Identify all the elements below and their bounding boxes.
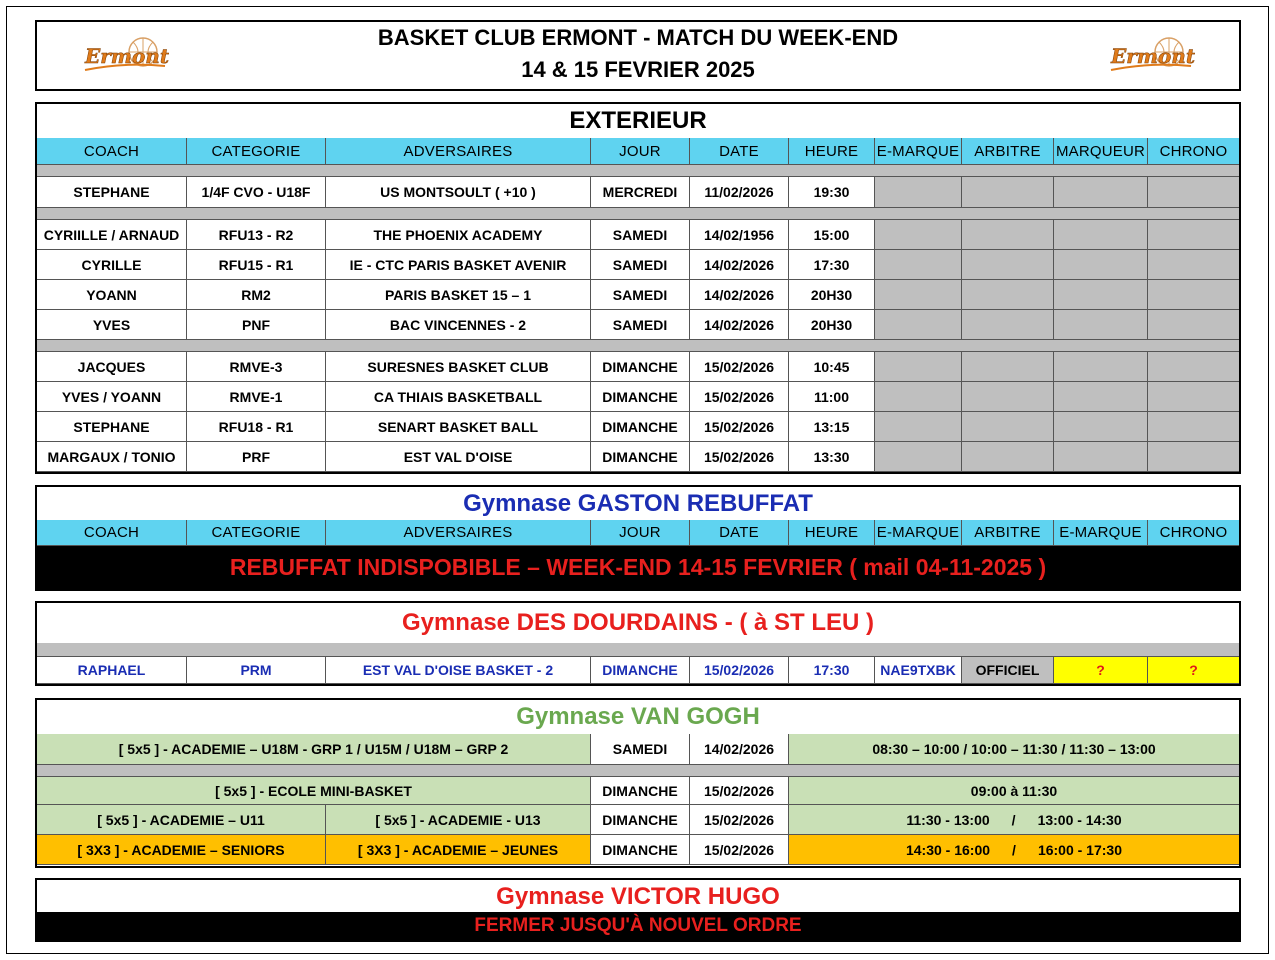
closure-banner: FERMER JUSQU'À NOUVEL ORDRE [37,912,1239,940]
section-title: Gymnase VICTOR HUGO [496,883,780,910]
activity-cell: [ 3X3 ] - ACADEMIE – JEUNES [326,835,591,865]
category-cell: RFU15 - R1 [187,250,326,280]
date-cell: 15/02/2026 [690,442,789,472]
date-cell: 14/02/2026 [690,280,789,310]
time-separator: / [1011,811,1016,828]
day-cell: DIMANCHE [591,382,690,412]
svg-text:Ermont: Ermont [85,44,169,68]
chrono-cell [1148,310,1239,340]
day-cell: SAMEDI [591,280,690,310]
date-cell: 11/02/2026 [690,177,789,208]
opponent-cell: EST VAL D'OISE BASKET - 2 [326,657,591,684]
emarque-cell [875,280,962,310]
day-cell: DIMANCHE [591,352,690,382]
table-row [37,734,1239,765]
vangogh-section [35,698,1241,868]
emarque-cell [875,352,962,382]
table-row [37,835,1239,865]
scorer-cell [1054,177,1148,208]
time-cell: 17:30 [789,657,875,684]
section-title: Gymnase VAN GOGH [516,703,760,730]
scorer-cell [1054,280,1148,310]
referee-cell [962,250,1054,280]
coach-cell: CYRIILLE / ARNAUD [37,220,187,250]
category-cell: RFU18 - R1 [187,412,326,442]
emarque-cell [875,382,962,412]
time-cell: 13:15 [789,412,875,442]
time-cell: 11:00 [789,382,875,412]
category-cell: RMVE-3 [187,352,326,382]
column-header: HEURE [789,138,875,165]
column-header: JOUR [591,138,690,165]
column-header: CHRONO [1148,520,1239,546]
opponent-cell: BAC VINCENNES - 2 [326,310,591,340]
day-cell: SAMEDI [591,220,690,250]
referee-cell [962,412,1054,442]
opponent-cell: THE PHOENIX ACADEMY [326,220,591,250]
table-row [37,177,1239,208]
column-header: ARBITRE [962,520,1054,546]
table-row [37,805,1239,835]
coach-cell: STEPHANE [37,177,187,208]
day-cell: MERCREDI [591,177,690,208]
time-separator: / [1012,841,1016,858]
time-cell: 20H30 [789,310,875,340]
day-cell: DIMANCHE [591,657,690,684]
coach-cell: RAPHAEL [37,657,187,684]
scorer-cell [1054,220,1148,250]
time-cell: 08:30 – 10:00 / 10:00 – 11:30 / 11:30 – 13:00 [789,734,1239,765]
time-cell: 09:00 à 11:30 [789,777,1239,805]
emarque-cell [875,442,962,472]
day-cell: SAMEDI [591,734,690,765]
referee-cell [962,382,1054,412]
category-cell: PNF [187,310,326,340]
referee-cell: OFFICIEL [962,657,1054,684]
column-header: CATEGORIE [187,138,326,165]
table-row [37,280,1239,310]
date-cell: 15/02/2026 [690,412,789,442]
category-cell: PRF [187,442,326,472]
referee-cell [962,280,1054,310]
opponent-cell: CA THIAIS BASKETBALL [326,382,591,412]
svg-text:Ermont: Ermont [1111,44,1195,68]
row-separator [37,208,1239,220]
victorhugo-section [35,878,1241,942]
time-cell: 10:45 [789,352,875,382]
opponent-cell: SENART BASKET BALL [326,412,591,442]
opponent-cell: EST VAL D'OISE [326,442,591,472]
referee-cell [962,220,1054,250]
chrono-cell [1148,442,1239,472]
club-title: BASKET CLUB ERMONT - MATCH DU WEEK-END [377,25,899,50]
table-row [37,412,1239,442]
category-cell: RFU13 - R2 [187,220,326,250]
column-header: E-MARQUE [875,138,962,165]
column-header: JOUR [591,520,690,546]
day-cell: DIMANCHE [591,835,690,865]
time-slot: 11:30 - 13:00 [906,811,990,828]
activity-cell: [ 5x5 ] - ACADEMIE – U11 [37,805,326,835]
opponent-cell: PARIS BASKET 15 – 1 [326,280,591,310]
column-header: COACH [37,520,187,546]
column-header-row [37,138,1239,165]
category-cell: 1/4F CVO - U18F [187,177,326,208]
closure-banner: REBUFFAT INDISPOBIBLE – WEEK-END 14-15 FEVRIER ( mail 04-11-2025 ) [37,546,1239,589]
chrono-cell [1148,412,1239,442]
category-cell: RM2 [187,280,326,310]
rebuffat-section [35,485,1241,591]
coach-cell: YVES / YOANN [37,382,187,412]
column-header: E-MARQUE [875,520,962,546]
time-slot: 14:30 - 16:00 [905,841,991,858]
coach-cell: MARGAUX / TONIO [37,442,187,472]
table-row [37,352,1239,382]
referee-cell [962,352,1054,382]
time-cell: 13:30 [789,442,875,472]
chrono-cell [1148,382,1239,412]
chrono-cell [1148,280,1239,310]
scorer-cell [1054,250,1148,280]
table-row [37,657,1239,684]
column-header: E-MARQUE [1054,520,1148,546]
row-separator [37,165,1239,177]
column-header-row [37,520,1239,546]
chrono-cell: ? [1148,657,1239,684]
day-cell: DIMANCHE [591,805,690,835]
activity-cell: [ 5x5 ] - ECOLE MINI-BASKET [37,777,591,805]
opponent-cell: IE - CTC PARIS BASKET AVENIR [326,250,591,280]
column-header: ARBITRE [962,138,1054,165]
weekend-date: 14 & 15 FEVRIER 2025 [521,57,755,82]
date-cell: 15/02/2026 [690,805,789,835]
column-header: MARQUEUR [1054,138,1148,165]
coach-cell: YOANN [37,280,187,310]
time-slot: 13:00 - 14:30 [1037,811,1122,828]
time-cell [789,835,1239,865]
category-cell: RMVE-1 [187,382,326,412]
basketball-logo-icon [1107,36,1195,76]
column-header: ADVERSAIRES [326,138,591,165]
time-cell: 17:30 [789,250,875,280]
activity-cell: [ 3X3 ] - ACADEMIE – SENIORS [37,835,326,865]
opponent-cell: SURESNES BASKET CLUB [326,352,591,382]
date-cell: 15/02/2026 [690,657,789,684]
date-cell: 15/02/2026 [690,352,789,382]
emarque-cell [875,177,962,208]
scorer-cell [1054,412,1148,442]
day-cell: SAMEDI [591,310,690,340]
scorer-cell [1054,352,1148,382]
row-separator [37,643,1239,657]
coach-cell: YVES [37,310,187,340]
chrono-cell [1148,220,1239,250]
section-title: EXTERIEUR [569,107,707,134]
table-row [37,382,1239,412]
column-header: HEURE [789,520,875,546]
day-cell: SAMEDI [591,250,690,280]
date-cell: 15/02/2026 [690,382,789,412]
scorer-cell [1054,382,1148,412]
emarque-cell [875,250,962,280]
emarque-cell: ? [1054,657,1148,684]
referee-cell [962,310,1054,340]
emarque-code-cell: NAE9TXBK [875,657,962,684]
chrono-cell [1148,352,1239,382]
page-header [35,20,1241,91]
table-row [37,310,1239,340]
column-header: DATE [690,520,789,546]
dourdains-section [35,601,1241,686]
day-cell: DIMANCHE [591,777,690,805]
exterieur-section [35,102,1241,474]
basketball-logo-icon [81,36,169,76]
opponent-cell: US MONTSOULT ( +10 ) [326,177,591,208]
day-cell: DIMANCHE [591,442,690,472]
row-separator [37,340,1239,352]
day-cell: DIMANCHE [591,412,690,442]
row-separator [37,765,1239,777]
time-cell: 15:00 [789,220,875,250]
coach-cell: JACQUES [37,352,187,382]
time-cell: 19:30 [789,177,875,208]
chrono-cell [1148,177,1239,208]
date-cell: 15/02/2026 [690,835,789,865]
activity-cell: [ 5x5 ] - ACADEMIE - U13 [326,805,591,835]
coach-cell: CYRILLE [37,250,187,280]
scorer-cell [1054,442,1148,472]
referee-cell [962,177,1054,208]
time-cell [789,805,1239,835]
emarque-cell [875,310,962,340]
scorer-cell [1054,310,1148,340]
table-row [37,777,1239,805]
chrono-cell [1148,250,1239,280]
date-cell: 14/02/2026 [690,250,789,280]
column-header: COACH [37,138,187,165]
column-header: CHRONO [1148,138,1239,165]
emarque-cell [875,412,962,442]
time-cell: 20H30 [789,280,875,310]
date-cell: 15/02/2026 [690,777,789,805]
column-header: DATE [690,138,789,165]
column-header: ADVERSAIRES [326,520,591,546]
section-title: Gymnase GASTON REBUFFAT [463,490,813,517]
emarque-cell [875,220,962,250]
category-cell: PRM [187,657,326,684]
table-row [37,250,1239,280]
column-header: CATEGORIE [187,520,326,546]
activity-cell: [ 5x5 ] - ACADEMIE – U18M - GRP 1 / U15M / U18M – GRP 2 [37,734,591,765]
section-title: Gymnase DES DOURDAINS - ( à ST LEU ) [401,609,875,636]
date-cell: 14/02/2026 [690,734,789,765]
referee-cell [962,442,1054,472]
time-slot: 16:00 - 17:30 [1037,841,1122,858]
table-row [37,220,1239,250]
date-cell: 14/02/2026 [690,310,789,340]
table-row [37,442,1239,472]
date-cell: 14/02/1956 [690,220,789,250]
coach-cell: STEPHANE [37,412,187,442]
